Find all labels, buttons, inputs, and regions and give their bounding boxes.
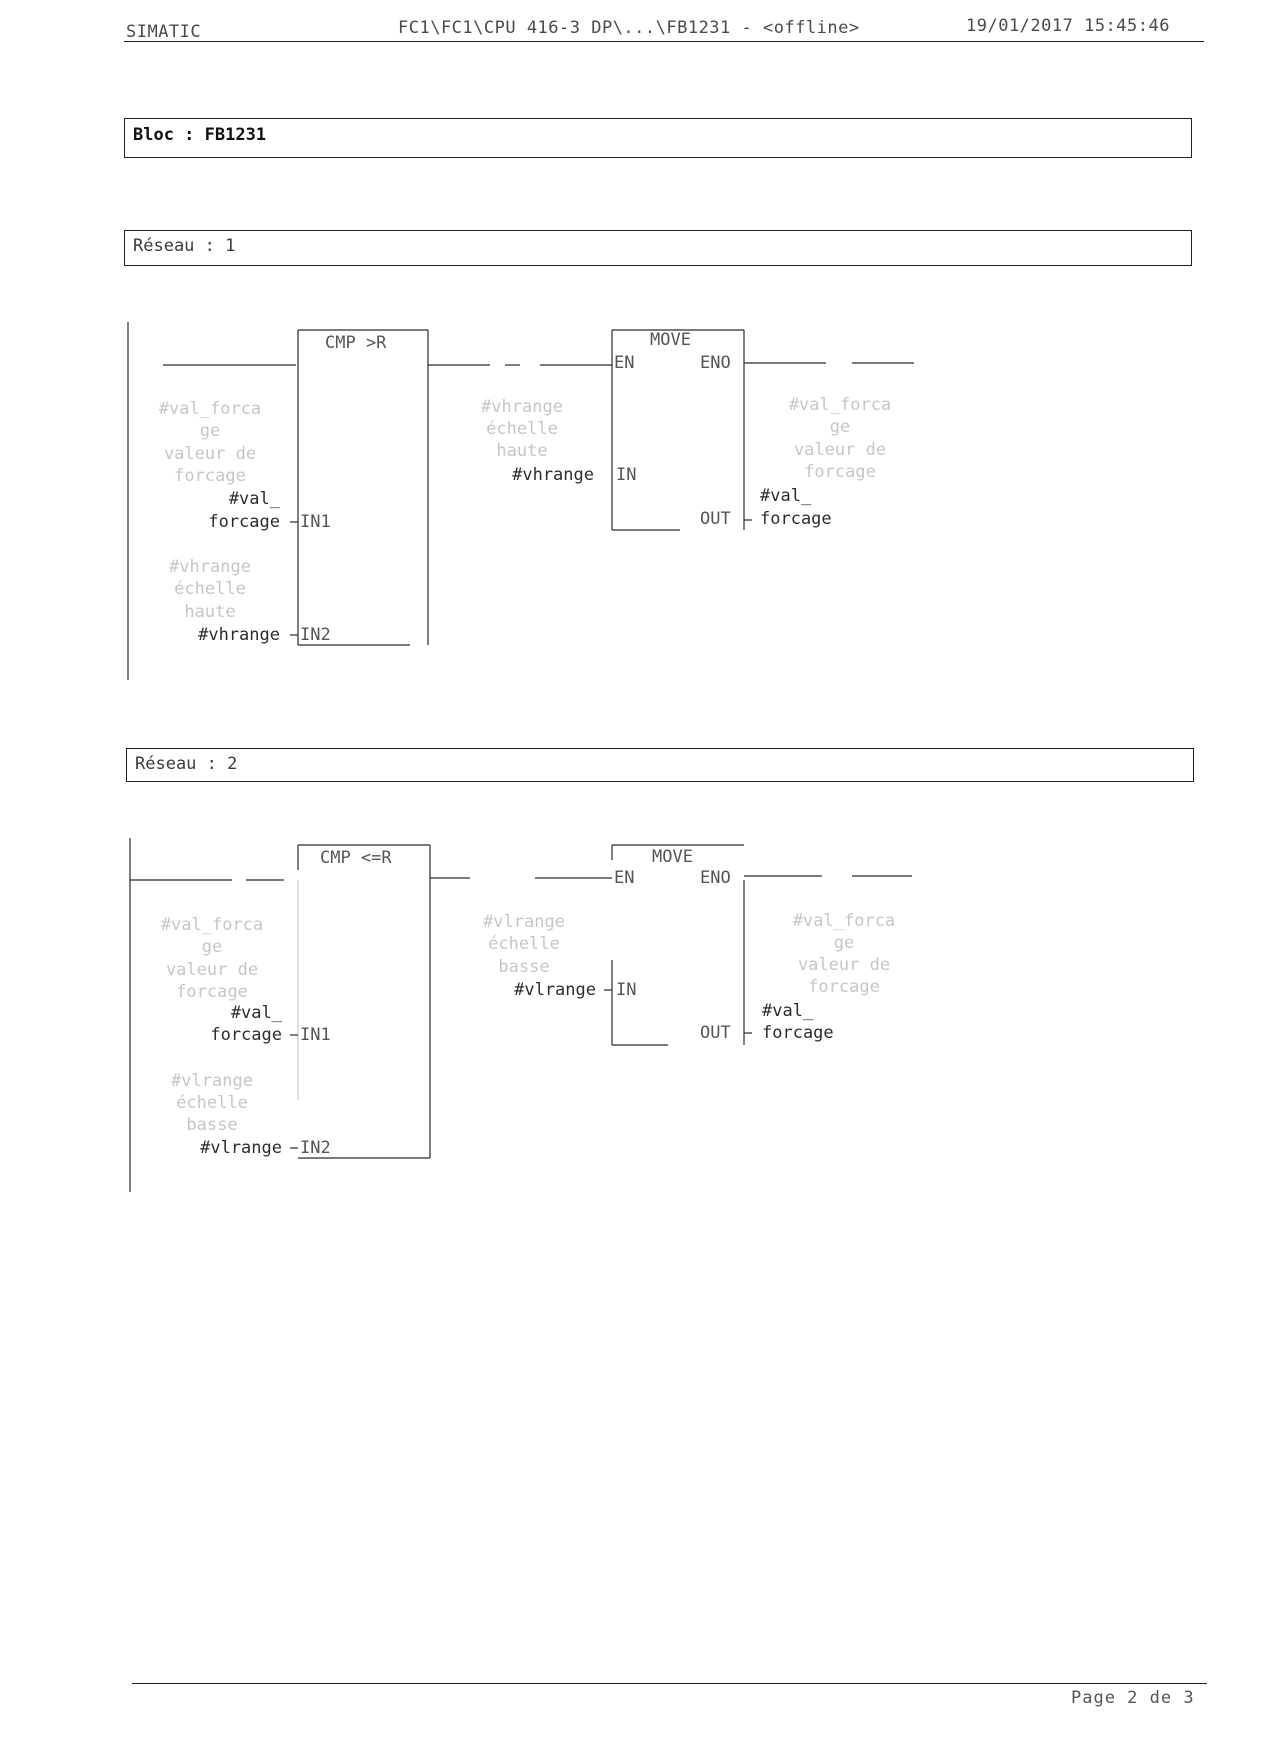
network-2-cmp-in2-operand bbox=[171, 1071, 282, 1158]
network-2-cmp-in1-pin: IN1 bbox=[300, 1025, 331, 1045]
network-1-move-out-comment-line-3: valeur de bbox=[793, 440, 887, 460]
network-1-move-title: MOVE bbox=[650, 330, 691, 350]
network-2-move-in-comment-line-3: basse bbox=[498, 957, 550, 977]
block-title: Bloc : FB1231 bbox=[133, 125, 267, 145]
network-1-cmp-in1-var-line-1: #val_ bbox=[228, 489, 280, 509]
network-2-cmp-block bbox=[290, 845, 430, 1158]
network-1-move-out-comment-line-1: #val_forca bbox=[788, 395, 892, 415]
network-1-move-in-comment-line-1: #vhrange bbox=[481, 397, 563, 417]
network-2-cmp-in2-var: #vlrange bbox=[200, 1138, 282, 1158]
network-2-move-title: MOVE bbox=[652, 847, 693, 867]
network-2-cmp-in1-var-line-2: forcage bbox=[210, 1025, 282, 1045]
network-1-diagram bbox=[128, 322, 914, 680]
network-2-cmp-title: CMP <=R bbox=[320, 848, 392, 868]
network-1-cmp-in1-pin: IN1 bbox=[300, 512, 331, 532]
network-1-cmp-in2-comment-line-1: #vhrange bbox=[169, 557, 251, 577]
network-2-move-out-operand bbox=[762, 911, 895, 1043]
network-2-move-eno-pin: ENO bbox=[700, 868, 731, 888]
network-2-move-en-pin: EN bbox=[614, 868, 635, 888]
network-1-move-out-comment-line-2: ge bbox=[829, 417, 851, 437]
network-1-cmp-in1-comment-line-4: forcage bbox=[174, 466, 246, 486]
network-1-move-in-pin: IN bbox=[616, 465, 637, 485]
network-2-move-out-comment-line-1: #val_forca bbox=[792, 911, 896, 931]
network-1-cmp-in2-pin: IN2 bbox=[300, 625, 331, 645]
network-1-cmp-block bbox=[290, 330, 428, 645]
network-1-move-in-operand bbox=[481, 397, 594, 485]
network-2-move-out-comment-line-4: forcage bbox=[808, 977, 880, 997]
network-2-cmp-in1-comment-line-2: ge bbox=[201, 937, 223, 957]
network-2-move-out-pin: OUT bbox=[700, 1023, 731, 1043]
network-1-cmp-in1-var-line-2: forcage bbox=[208, 512, 280, 532]
network-2-cmp-in1-var-line-1: #val_ bbox=[230, 1003, 282, 1023]
print-datetime: 19/01/2017 15:45:46 bbox=[966, 16, 1170, 36]
network-1-move-out-operand bbox=[760, 395, 891, 529]
network-2-move-in-comment-line-1: #vlrange bbox=[483, 912, 565, 932]
network-1-move-in-comment-line-2: échelle bbox=[486, 419, 558, 439]
network-2-cmp-in1-comment-line-4: forcage bbox=[176, 982, 248, 1002]
network-1-cmp-in1-comment-line-3: valeur de bbox=[163, 444, 257, 464]
network-2-move-out-var-line-1: #val_ bbox=[762, 1001, 814, 1021]
network-1-move-in-comment-line-3: haute bbox=[496, 441, 548, 461]
network-1-move-out-var-line-1: #val_ bbox=[760, 486, 812, 506]
network-1-move-eno-pin: ENO bbox=[700, 353, 731, 373]
network-1-cmp-in2-comment-line-3: haute bbox=[184, 602, 236, 622]
network-1-cmp-in2-comment-line-2: échelle bbox=[174, 579, 246, 599]
block-path: FC1\FC1\CPU 416-3 DP\...\FB1231 - <offline> bbox=[398, 18, 860, 38]
network-2-move-in-var: #vlrange bbox=[514, 980, 596, 1000]
network-1-cmp-title: CMP >R bbox=[325, 333, 387, 353]
network-2-move-block bbox=[604, 845, 752, 1045]
network-2-move-in-operand bbox=[483, 912, 596, 1000]
network-1-move-out-var-line-2: forcage bbox=[760, 509, 832, 529]
network-2-cmp-in1-operand bbox=[161, 915, 283, 1045]
network-1-cmp-in1-operand bbox=[159, 399, 281, 532]
network-2-cmp-in1-comment-line-3: valeur de bbox=[165, 960, 259, 980]
network-1-cmp-in2-operand bbox=[169, 557, 280, 645]
network-2-cmp-in1-comment-line-1: #val_forca bbox=[160, 915, 264, 935]
network-1-move-in-var: #vhrange bbox=[512, 465, 594, 485]
network-1-move-out-pin: OUT bbox=[700, 509, 731, 529]
network-2-diagram bbox=[130, 838, 912, 1192]
network-1-cmp-in2-var: #vhrange bbox=[198, 625, 280, 645]
network-2-move-in-pin: IN bbox=[616, 980, 637, 1000]
network-2-move-in-comment-line-2: échelle bbox=[488, 934, 560, 954]
network-1-title: Réseau : 1 bbox=[133, 236, 236, 256]
network-2-move-out-comment-line-3: valeur de bbox=[797, 955, 891, 975]
network-2-move-out-comment-line-2: ge bbox=[833, 933, 855, 953]
footer-rule bbox=[132, 1683, 1207, 1684]
network-2-move-out-var-line-2: forcage bbox=[762, 1023, 834, 1043]
network-1-move-en-pin: EN bbox=[614, 353, 635, 373]
network-2-title: Réseau : 2 bbox=[135, 754, 238, 774]
network-2-cmp-in2-pin: IN2 bbox=[300, 1138, 331, 1158]
network-1-cmp-in1-comment-line-2: ge bbox=[199, 421, 221, 441]
network-2-cmp-in2-comment-line-1: #vlrange bbox=[171, 1071, 253, 1091]
network-1-move-out-comment-line-4: forcage bbox=[804, 462, 876, 482]
network-2-cmp-in2-comment-line-3: basse bbox=[186, 1115, 238, 1135]
page-number: Page 2 de 3 bbox=[1071, 1688, 1195, 1708]
product-name: SIMATIC bbox=[126, 22, 202, 42]
network-1-cmp-in1-comment-line-1: #val_forca bbox=[158, 399, 262, 419]
network-1-move-block bbox=[612, 330, 752, 530]
network-2-cmp-in2-comment-line-2: échelle bbox=[176, 1093, 248, 1113]
